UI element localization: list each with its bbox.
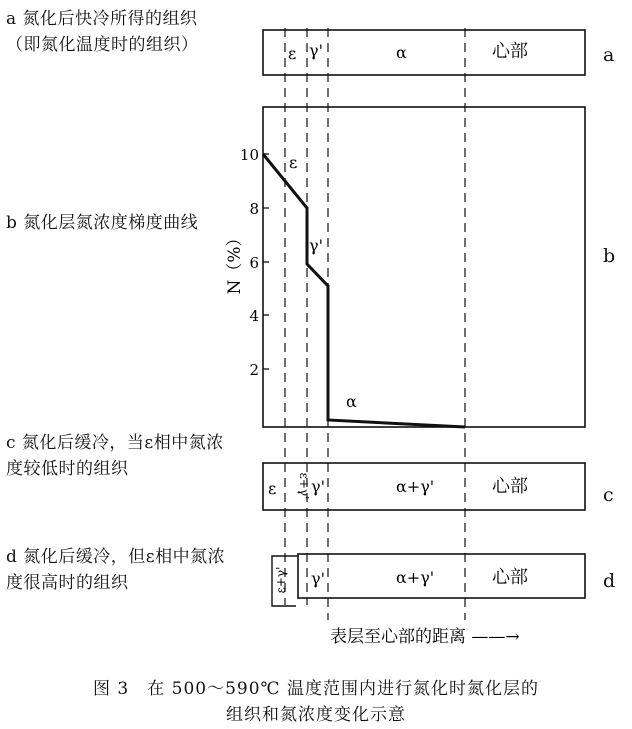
caption-line-1: 图 3 在 500～590℃ 温度范围内进行氮化时氮化层的 <box>93 679 539 699</box>
distance-axis-label: 表层至心部的距离 ——→ <box>330 627 520 647</box>
y-tick-label-10: 10 <box>239 146 259 164</box>
bar-c-gamma: γ' <box>311 477 325 496</box>
y-tick-label-2: 2 <box>249 361 259 379</box>
bar-d <box>298 554 585 598</box>
y-ticks <box>263 154 269 369</box>
bar-a-gamma: γ' <box>309 41 323 60</box>
bar-c-core: 心部 <box>492 476 528 497</box>
bar-c-eps-gamma: ε+γ' <box>297 472 311 500</box>
y-axis-label: N（%） <box>225 229 245 295</box>
bar-c-eps: ε <box>268 479 277 498</box>
bar-a-eps: ε <box>288 44 297 63</box>
bar-a-alpha: α <box>396 43 407 62</box>
curve-label-eps: ε <box>289 153 298 172</box>
y-tick-label-6: 6 <box>249 254 259 272</box>
description-a: a 氮化后快冷所得的组织（即氮化温度时的组织） <box>6 9 199 55</box>
side-label-c: c <box>603 484 614 506</box>
nitrogen-curve <box>263 154 465 427</box>
y-tick-label-4: 4 <box>249 307 259 325</box>
description-b: b 氮化层氮浓度梯度曲线 <box>6 213 199 233</box>
y-tick-label-8: 8 <box>249 200 259 218</box>
caption-line-2: 组织和氮浓度变化示意 <box>226 705 406 725</box>
description-d: d 氮化后缓冷，但ε相中氮浓度很高时的组织 <box>6 547 226 593</box>
bar-d-gamma: γ' <box>311 569 325 588</box>
curve-label-alpha: α <box>346 392 357 411</box>
description-c: c 氮化后缓冷，当ε相中氮浓度较低时的组织 <box>6 433 224 479</box>
curve-label-gamma: γ' <box>309 236 323 255</box>
bar-d-core: 心部 <box>492 567 528 588</box>
side-label-a: a <box>603 44 615 66</box>
bar-d-alpha-gamma: α+γ' <box>396 568 435 587</box>
zone-boundaries <box>285 28 465 620</box>
side-label-b: b <box>603 245 616 267</box>
bar-d-eps-gamma: ε+γ' <box>274 566 288 594</box>
side-label-d: d <box>603 570 616 592</box>
bar-a-core: 心部 <box>492 41 528 62</box>
bar-c-alpha-gamma: α+γ' <box>396 477 435 496</box>
